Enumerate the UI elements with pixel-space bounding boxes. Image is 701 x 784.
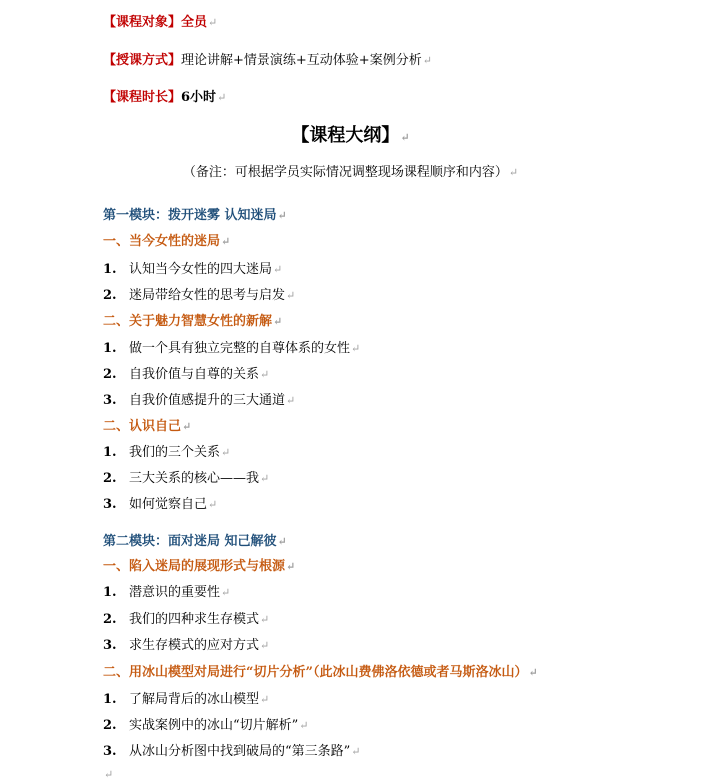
list-item-number: 2. (103, 367, 117, 382)
method-value: 理论讲解+情景演练+互动体验+案例分析 (181, 53, 422, 68)
paragraph-mark-icon: ↵ (351, 342, 361, 355)
list-item-number: 3. (103, 638, 117, 653)
list-item-number: 1. (103, 262, 117, 277)
module-title (103, 207, 287, 225)
list-item (103, 584, 230, 602)
outline-note-line (0, 164, 701, 182)
list-item (103, 470, 269, 488)
list-item (103, 611, 269, 629)
list-item (103, 637, 269, 655)
paragraph-mark-icon: ↵ (260, 613, 270, 626)
list-item-text: 做一个具有独立完整的自尊体系的女性 (129, 341, 351, 356)
list-item (103, 717, 309, 735)
list-item-text: 我们的三个关系 (129, 445, 221, 460)
list-item-number: 3. (103, 744, 117, 759)
list-item-text: 实战案例中的冰山“切片解析” (129, 718, 299, 733)
paragraph-mark-icon: ↵ (208, 498, 218, 511)
list-item-text: 从冰山分析图中找到破局的“第三条路” (129, 744, 351, 759)
course-audience-line (103, 14, 217, 32)
paragraph-mark-icon: ↵ (260, 639, 270, 652)
paragraph-mark-icon: ↵ (277, 209, 287, 222)
paragraph-mark-icon: ↵ (221, 235, 231, 248)
section-title-text: 二、关于魅力智慧女性的新解 (103, 314, 273, 329)
method-label: 【授课方式】 (103, 53, 182, 68)
paragraph-mark-icon: ↵ (217, 91, 227, 104)
list-item (103, 340, 360, 358)
duration-value: 6小时 (181, 90, 217, 105)
section-title-text: 二、用冰山模型对局进行“切片分析”（此冰山费佛洛依德或者马斯洛冰山） (103, 665, 528, 680)
list-item-text: 了解局背后的冰山模型 (129, 692, 260, 707)
list-item-number: 3. (103, 497, 117, 512)
list-item-number: 1. (103, 445, 117, 460)
module-title-text: 第二模块：面对迷局 知己解彼 (103, 534, 277, 549)
list-item-number: 2. (103, 612, 117, 627)
list-item-text: 如何觉察自己 (129, 497, 208, 512)
list-item (103, 287, 295, 305)
list-item-text: 求生存模式的应对方式 (129, 638, 260, 653)
section-title (103, 313, 282, 331)
paragraph-mark-icon: ↵ (221, 586, 231, 599)
section-title (103, 418, 191, 436)
list-item (103, 392, 295, 410)
module-title (103, 533, 287, 551)
section-title-text: 一、陷入迷局的展现形式与根源 (103, 559, 286, 574)
paragraph-mark-icon: ↵ (182, 420, 192, 433)
outline-title: 【课程大纲】 (291, 125, 400, 146)
list-item (103, 261, 282, 279)
outline-note: （备注：可根据学员实际情况调整现场课程顺序和内容） (182, 165, 508, 180)
paragraph-mark-icon: ↵ (299, 719, 309, 732)
list-item-text: 三大关系的核心——我 (129, 471, 260, 486)
list-item-text: 认知当今女性的四大迷局 (129, 262, 273, 277)
list-item-number: 2. (103, 718, 117, 733)
section-title (103, 233, 230, 251)
paragraph-mark-icon: ↵ (208, 16, 218, 29)
list-item (103, 691, 269, 709)
list-item-number: 2. (103, 288, 117, 303)
list-item-text: 迷局带给女性的思考与启发 (129, 288, 286, 303)
paragraph-mark-icon: ↵ (260, 368, 270, 381)
list-item-text: 自我价值与自尊的关系 (129, 367, 260, 382)
audience-value: 全员 (181, 15, 208, 30)
paragraph-mark-icon: ↵ (286, 560, 296, 573)
audience-label: 【课程对象】 (103, 15, 182, 30)
duration-label: 【课程时长】 (103, 90, 182, 105)
paragraph-mark-icon: ↵ (351, 745, 361, 758)
empty-paragraph (103, 766, 113, 784)
course-method-line (103, 52, 432, 70)
section-title-text: 一、当今女性的迷局 (103, 234, 221, 249)
list-item (103, 743, 361, 761)
list-item (103, 444, 230, 462)
list-item-number: 1. (103, 692, 117, 707)
paragraph-mark-icon: ↵ (277, 535, 287, 548)
paragraph-mark-icon: ↵ (422, 54, 432, 67)
paragraph-mark-icon: ↵ (104, 768, 114, 781)
outline-title-line (0, 124, 701, 150)
list-item-number: 2. (103, 471, 117, 486)
list-item (103, 496, 217, 514)
paragraph-mark-icon: ↵ (221, 446, 231, 459)
paragraph-mark-icon: ↵ (528, 666, 538, 679)
paragraph-mark-icon: ↵ (400, 131, 410, 144)
paragraph-mark-icon: ↵ (260, 472, 270, 485)
section-title-text: 二、认识自己 (103, 419, 182, 434)
list-item-number: 3. (103, 393, 117, 408)
paragraph-mark-icon: ↵ (286, 289, 296, 302)
list-item-text: 自我价值感提升的三大通道 (129, 393, 286, 408)
list-item-text: 潜意识的重要性 (129, 585, 221, 600)
paragraph-mark-icon: ↵ (508, 166, 519, 179)
section-title (103, 558, 295, 576)
list-item (103, 366, 269, 384)
paragraph-mark-icon: ↵ (260, 693, 270, 706)
paragraph-mark-icon: ↵ (286, 394, 296, 407)
list-item-text: 我们的四种求生存模式 (129, 612, 260, 627)
module-title-text: 第一模块：拨开迷雾 认知迷局 (103, 208, 277, 223)
list-item-number: 1. (103, 341, 117, 356)
course-duration-line (103, 89, 226, 107)
section-title (103, 664, 538, 682)
paragraph-mark-icon: ↵ (273, 315, 283, 328)
paragraph-mark-icon: ↵ (273, 263, 283, 276)
list-item-number: 1. (103, 585, 117, 600)
